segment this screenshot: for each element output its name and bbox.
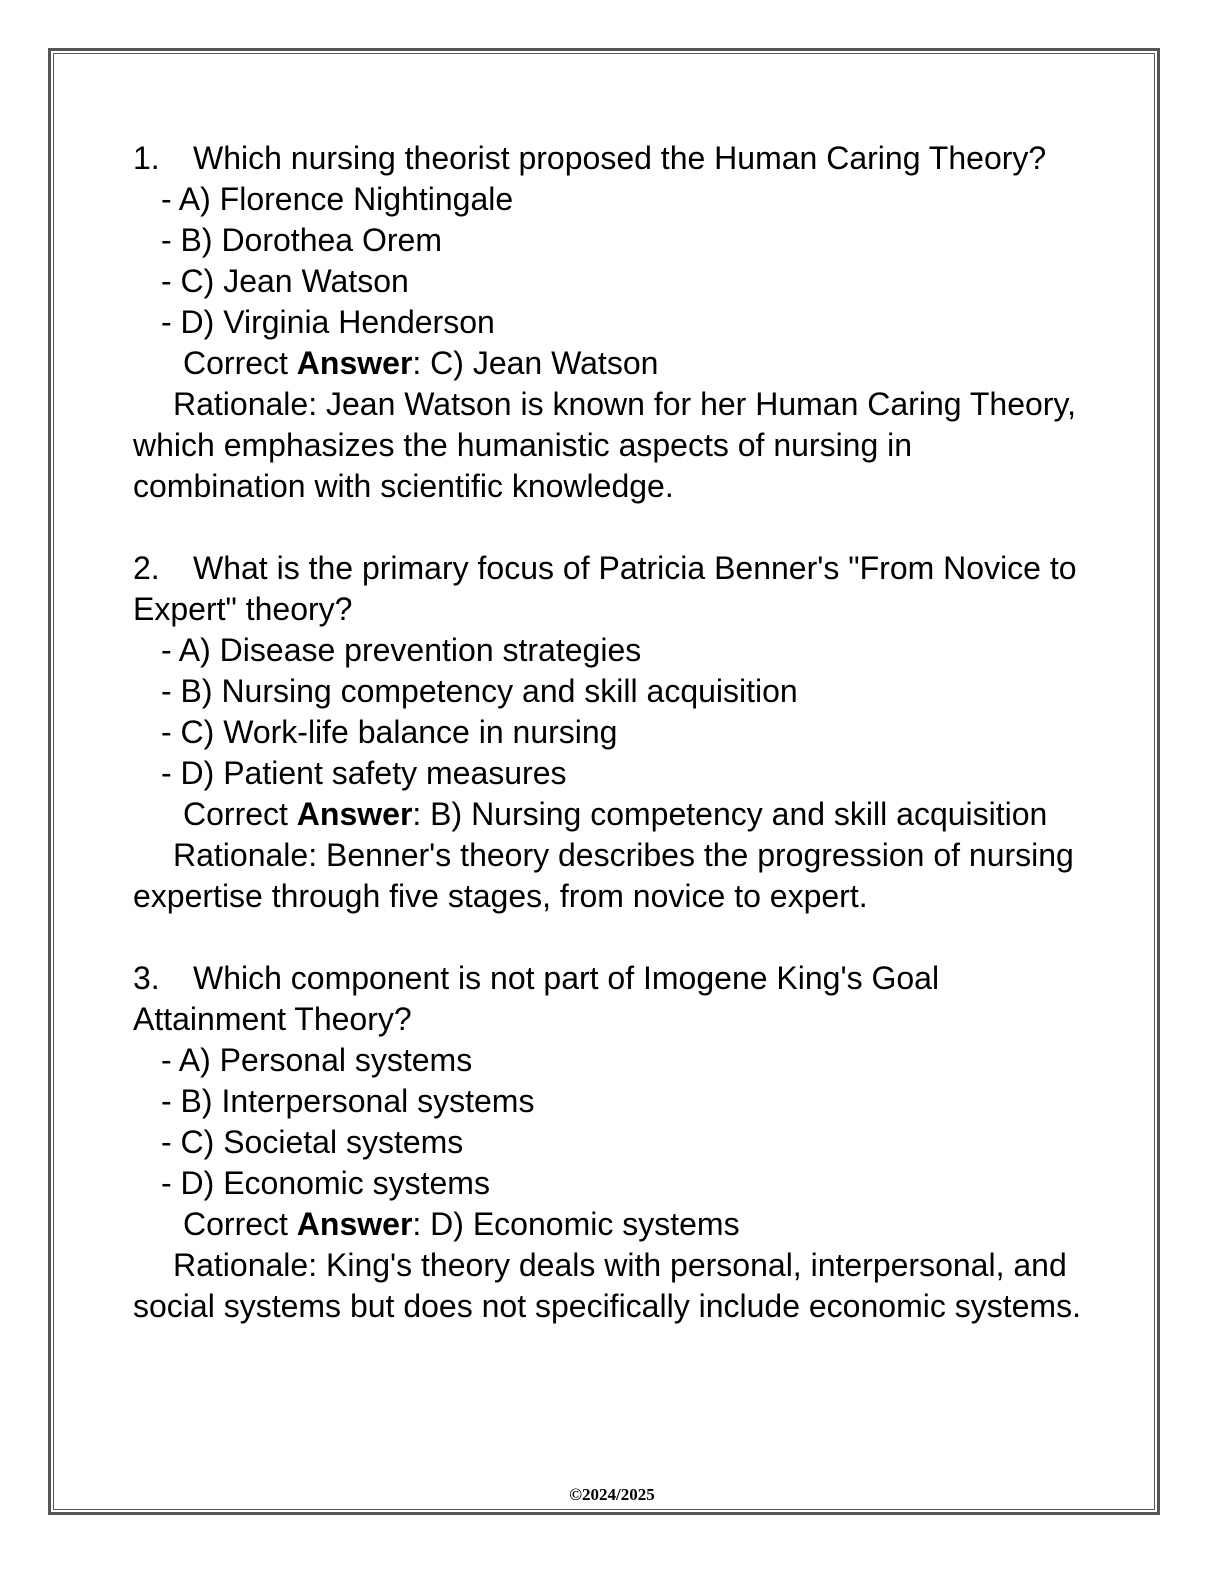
answer-value: : C) Jean Watson [412, 345, 659, 381]
question-3 [133, 958, 1093, 1327]
question-text [133, 958, 1093, 1040]
correct-answer [133, 1204, 1093, 1245]
answer-prefix: Correct [183, 796, 297, 832]
question-stem: Which nursing theorist proposed the Human Caring Theory? [193, 140, 1047, 176]
question-number: 3. [133, 960, 160, 996]
option-a: - A) Florence Nightingale [161, 181, 514, 217]
answer-label: Answer [296, 345, 413, 381]
question-2 [133, 548, 1093, 917]
option-d: - D) Virginia Henderson [161, 304, 495, 340]
answer-prefix: Correct [183, 1206, 297, 1242]
answer-label: Answer [296, 1206, 413, 1242]
option-b: - B) Nursing competency and skill acquisition [161, 673, 798, 709]
question-number: 1. [133, 140, 160, 176]
rationale: Rationale: Benner's theory describes the progression of nursing expertise through five stages, from novice to expert. [133, 837, 1074, 914]
question-1 [133, 138, 1093, 507]
question-list [133, 138, 1093, 1368]
option-a: - A) Disease prevention strategies [161, 632, 642, 668]
question-text [133, 138, 1093, 179]
option-c: - C) Jean Watson [161, 263, 409, 299]
copyright-footer: ©2024/2025 [569, 1485, 655, 1504]
question-number: 2. [133, 550, 160, 586]
rationale: Rationale: Jean Watson is known for her Human Caring Theory, which emphasizes the humanistic aspects of nursing in combination with scientific knowledge. [133, 386, 1076, 504]
correct-answer [133, 794, 1093, 835]
option-b: - B) Dorothea Orem [161, 222, 442, 258]
answer-value: : D) Economic systems [412, 1206, 740, 1242]
answer-label: Answer [296, 796, 413, 832]
answer-prefix: Correct [183, 345, 297, 381]
option-c: - C) Work-life balance in nursing [161, 714, 618, 750]
option-d: - D) Economic systems [161, 1165, 490, 1201]
rationale: Rationale: King's theory deals with personal, interpersonal, and social systems but does not specifically include economic systems. [133, 1247, 1081, 1324]
option-d: - D) Patient safety measures [161, 755, 567, 791]
answer-value: : B) Nursing competency and skill acquisition [412, 796, 1048, 832]
correct-answer [133, 343, 1093, 384]
option-c: - C) Societal systems [161, 1124, 464, 1160]
question-stem: What is the primary focus of Patricia Benner's "From Novice to Expert" theory? [133, 550, 1077, 627]
question-stem: Which component is not part of Imogene King's Goal Attainment Theory? [133, 960, 940, 1037]
question-text [133, 548, 1093, 630]
option-a: - A) Personal systems [161, 1042, 473, 1078]
option-b: - B) Interpersonal systems [161, 1083, 535, 1119]
